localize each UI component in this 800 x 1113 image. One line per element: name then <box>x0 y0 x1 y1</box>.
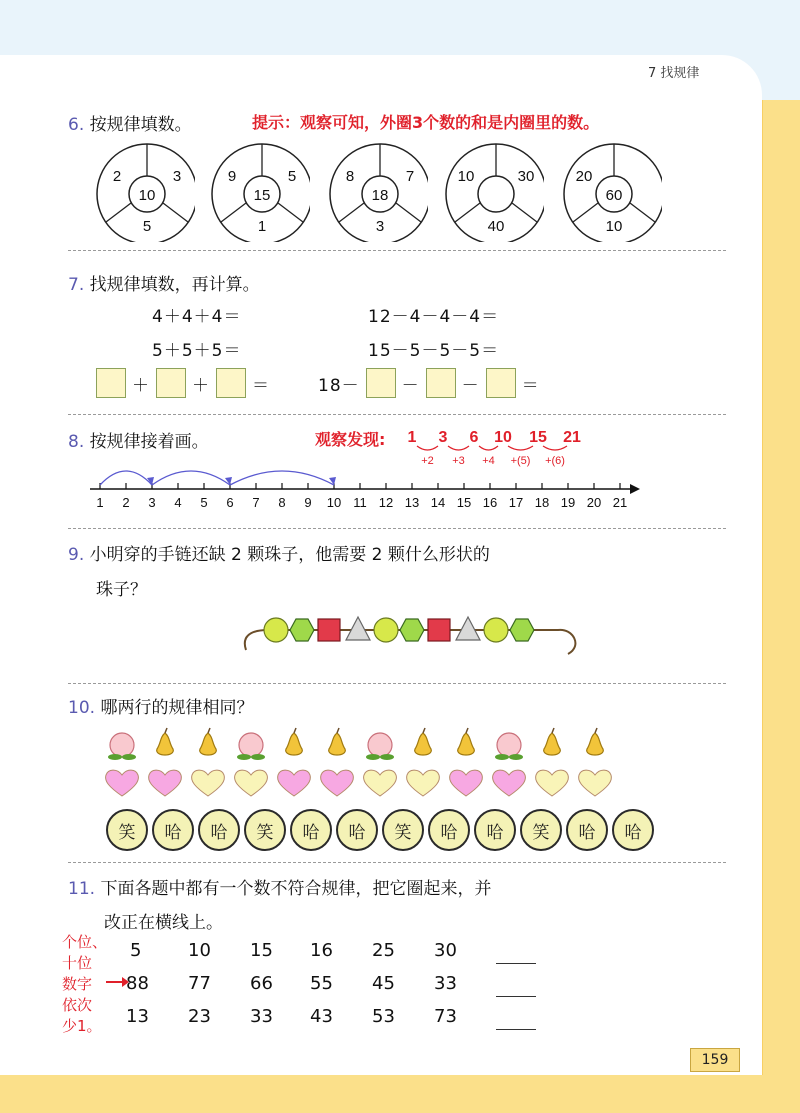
heart-row <box>100 765 616 801</box>
note-line: 数字 <box>62 975 93 993</box>
pear-icon <box>444 726 487 762</box>
tick-label: 18 <box>534 495 550 510</box>
sequence-number: 16 <box>310 940 333 961</box>
q7-expression-4: 15－5－5－5＝ <box>368 341 500 361</box>
difference-label: +2 <box>421 455 434 467</box>
answer-blank[interactable] <box>496 996 536 997</box>
sequence-number: 33 <box>434 973 457 994</box>
answer-box[interactable] <box>366 368 396 398</box>
peach-icon <box>229 726 272 762</box>
q10-number: 10. <box>68 698 96 718</box>
q11-line2: 改正在横线上。 <box>104 913 223 933</box>
wheel-left-value: 8 <box>345 168 355 185</box>
tick-label: 10 <box>326 495 342 510</box>
sequence-number: 66 <box>250 973 273 994</box>
hexagon-bead <box>290 619 314 641</box>
difference-label: +(6) <box>545 455 565 467</box>
sequence-number: 13 <box>126 1006 149 1027</box>
q7-text: 找规律填数，再计算。 <box>89 275 260 295</box>
difference-label: +3 <box>452 455 465 467</box>
wheel-left-value: 9 <box>227 168 237 185</box>
sequence-number: 73 <box>434 1006 457 1027</box>
tick-label: 11 <box>353 495 367 510</box>
tick-label: 20 <box>586 495 602 510</box>
q10-heading <box>68 693 253 718</box>
sequence-number: 23 <box>188 1006 211 1027</box>
sequence-number: 45 <box>372 973 395 994</box>
word-circle: 笑 <box>106 809 148 851</box>
answer-blank[interactable] <box>496 963 536 964</box>
word-circle: 哈 <box>336 809 378 851</box>
q8-sequence-hint <box>400 424 600 468</box>
q7-number: 7. <box>68 275 85 295</box>
sequence-number: 10 <box>494 429 512 446</box>
heart-icon <box>444 765 487 801</box>
wheel-center-value: 60 <box>605 187 623 204</box>
q11-number: 11. <box>68 879 96 899</box>
answer-box[interactable] <box>96 368 126 398</box>
q7-heading <box>68 270 260 295</box>
difference-arc <box>508 446 533 450</box>
word-circle: 哈 <box>290 809 332 851</box>
pear-icon <box>573 726 616 762</box>
sequence-number: 5 <box>130 940 142 961</box>
note-line: 十位 <box>62 954 93 972</box>
q9-number: 9. <box>68 545 85 565</box>
q11-heading <box>68 874 491 899</box>
tick-label: 12 <box>378 495 394 510</box>
square-bead <box>318 619 340 641</box>
equal-sign: ＝ <box>521 375 540 396</box>
tick-label: 5 <box>200 495 208 510</box>
tick-label: 17 <box>508 495 524 510</box>
minus-sign: － <box>401 375 420 396</box>
q9-line1: 小明穿的手链还缺 2 颗珠子，他需要 2 颗什么形状的 <box>89 545 490 565</box>
sequence-number: 33 <box>250 1006 273 1027</box>
circle-bead <box>264 618 288 642</box>
tick-label: 21 <box>612 495 628 510</box>
q8-find-label: 观察发现: <box>315 430 386 449</box>
q6-heading <box>68 110 192 135</box>
heart-icon <box>229 765 272 801</box>
pear-icon <box>143 726 186 762</box>
heart-icon <box>186 765 229 801</box>
number-wheel <box>328 142 428 242</box>
tick-label: 7 <box>252 495 260 510</box>
triangle-bead <box>346 617 370 640</box>
answer-blank[interactable] <box>496 1029 536 1030</box>
tick-label: 4 <box>174 495 182 510</box>
q6-hint: 提示：观察可知，外圈3个数的和是内圈里的数。 <box>252 113 600 132</box>
wheel-right-value: 7 <box>405 168 415 185</box>
sequence-number: 53 <box>372 1006 395 1027</box>
difference-label: +4 <box>482 455 495 467</box>
sequence-number: 15 <box>529 429 547 446</box>
sequence-number: 10 <box>188 940 211 961</box>
heart-icon <box>143 765 186 801</box>
q9-heading <box>68 540 490 565</box>
separator <box>68 862 726 863</box>
pear-icon <box>401 726 444 762</box>
sequence-number: 77 <box>188 973 211 994</box>
bracelet <box>238 602 588 662</box>
tick-label: 2 <box>122 495 130 510</box>
sequence-number: 3 <box>438 429 448 446</box>
sequence-number: 15 <box>250 940 273 961</box>
wheel-bottom-value: 3 <box>375 218 385 235</box>
heart-icon <box>487 765 530 801</box>
q11-side-note <box>62 932 107 1037</box>
sequence-number: 30 <box>434 940 457 961</box>
wheel-bottom-value: 40 <box>487 218 505 235</box>
note-line: 依次 <box>62 996 93 1014</box>
tick-label: 3 <box>148 495 156 510</box>
start-18: 18－ <box>318 375 360 396</box>
word-circle: 哈 <box>474 809 516 851</box>
q6-text: 按规律填数。 <box>89 115 192 135</box>
q8-heading <box>68 427 209 452</box>
sequence-number: 1 <box>407 429 417 446</box>
word-circle: 哈 <box>198 809 240 851</box>
wheel-bottom-value: 5 <box>142 218 152 235</box>
wheel-bottom-value: 10 <box>605 218 623 235</box>
word-circle: 哈 <box>612 809 654 851</box>
sequence-number: 21 <box>563 429 581 446</box>
difference-label: +(5) <box>510 455 531 467</box>
peach-icon <box>100 726 143 762</box>
q7-blank-row-left <box>96 368 270 398</box>
peach-icon <box>358 726 401 762</box>
tick-label: 14 <box>430 495 446 510</box>
fruit-row <box>100 726 616 762</box>
sequence-number: 88 <box>126 973 149 994</box>
separator <box>68 414 726 415</box>
tick-label: 15 <box>456 495 472 510</box>
circle-bead <box>484 618 508 642</box>
difference-arc <box>479 446 498 450</box>
note-line: 个位、 <box>62 933 108 951</box>
word-circle: 哈 <box>428 809 470 851</box>
q8-number: 8. <box>68 432 85 452</box>
q8-text: 按规律接着画。 <box>89 432 209 452</box>
hop-arc <box>100 471 152 485</box>
number-wheel <box>95 142 195 242</box>
hop-arc <box>230 471 334 485</box>
q7-expression-1: 4＋4＋4＝ <box>152 307 242 327</box>
difference-arc <box>448 446 469 450</box>
wheel-left-value: 2 <box>112 168 122 185</box>
triangle-bead <box>456 617 480 640</box>
difference-arc <box>543 446 567 450</box>
tick-label: 8 <box>278 495 286 510</box>
page-number: 159 <box>690 1048 740 1072</box>
sequence-number: 6 <box>469 429 479 446</box>
hexagon-bead <box>400 619 424 641</box>
answer-box[interactable] <box>486 368 516 398</box>
difference-arc <box>417 446 438 450</box>
number-wheel <box>562 142 662 242</box>
wheel-right-value: 30 <box>517 168 535 185</box>
wheel-left-value: 10 <box>457 168 475 185</box>
heart-icon <box>272 765 315 801</box>
pear-icon <box>315 726 358 762</box>
plus-sign: ＋ <box>192 375 210 396</box>
word-circle: 笑 <box>244 809 286 851</box>
heart-icon <box>530 765 573 801</box>
q11-line1: 下面各题中都有一个数不符合规律，把它圈起来，并 <box>100 879 492 899</box>
wheel-left-value: 20 <box>575 168 593 185</box>
word-circle: 笑 <box>520 809 562 851</box>
number-line <box>90 463 650 523</box>
plus-sign: ＋ <box>132 375 150 396</box>
q6-number: 6. <box>68 115 85 135</box>
tick-label: 6 <box>226 495 234 510</box>
wheel-center-value: 10 <box>138 187 156 204</box>
separator <box>68 250 726 251</box>
pear-icon <box>272 726 315 762</box>
wheel-bottom-value: 1 <box>257 218 267 235</box>
heart-icon <box>358 765 401 801</box>
sequence-number: 25 <box>372 940 395 961</box>
heart-icon <box>315 765 358 801</box>
circle-bead <box>374 618 398 642</box>
heart-icon <box>401 765 444 801</box>
chapter-title: 7 找规律 <box>648 66 700 81</box>
peach-icon <box>487 726 530 762</box>
number-wheel <box>210 142 310 242</box>
separator <box>68 683 726 684</box>
wheel-center-value: 18 <box>371 187 389 204</box>
wheel-center-value: 15 <box>253 187 271 204</box>
q10-text: 哪两行的规律相同？ <box>100 698 254 718</box>
q9-line2: 珠子？ <box>96 580 147 600</box>
sequence-number: 55 <box>310 973 333 994</box>
word-circle: 笑 <box>382 809 424 851</box>
pear-icon <box>530 726 573 762</box>
wheel-right-value: 3 <box>172 168 182 185</box>
bottom-band <box>0 1075 800 1113</box>
tick-label: 13 <box>404 495 420 510</box>
answer-box[interactable] <box>156 368 186 398</box>
answer-box[interactable] <box>426 368 456 398</box>
pear-icon <box>186 726 229 762</box>
word-circle: 哈 <box>152 809 194 851</box>
number-wheel <box>444 142 544 242</box>
wheel-right-value: 5 <box>287 168 297 185</box>
sequence-number: 43 <box>310 1006 333 1027</box>
tick-label: 19 <box>560 495 576 510</box>
tick-label: 1 <box>96 495 104 510</box>
minus-sign: － <box>461 375 480 396</box>
separator <box>68 528 726 529</box>
heart-icon <box>573 765 616 801</box>
answer-box[interactable] <box>216 368 246 398</box>
hop-arc <box>152 471 230 485</box>
equal-sign: ＝ <box>252 375 270 396</box>
q7-expression-3: 12－4－4－4＝ <box>368 307 500 327</box>
square-bead <box>428 619 450 641</box>
q7-expression-2: 5＋5＋5＝ <box>152 341 242 361</box>
tick-label: 16 <box>482 495 498 510</box>
word-row <box>104 809 656 851</box>
note-line: 少1。 <box>62 1017 102 1035</box>
q7-blank-row-right <box>318 368 540 398</box>
tick-label: 9 <box>304 495 312 510</box>
heart-icon <box>100 765 143 801</box>
word-circle: 哈 <box>566 809 608 851</box>
hexagon-bead <box>510 619 534 641</box>
right-page-edge <box>760 100 800 1113</box>
